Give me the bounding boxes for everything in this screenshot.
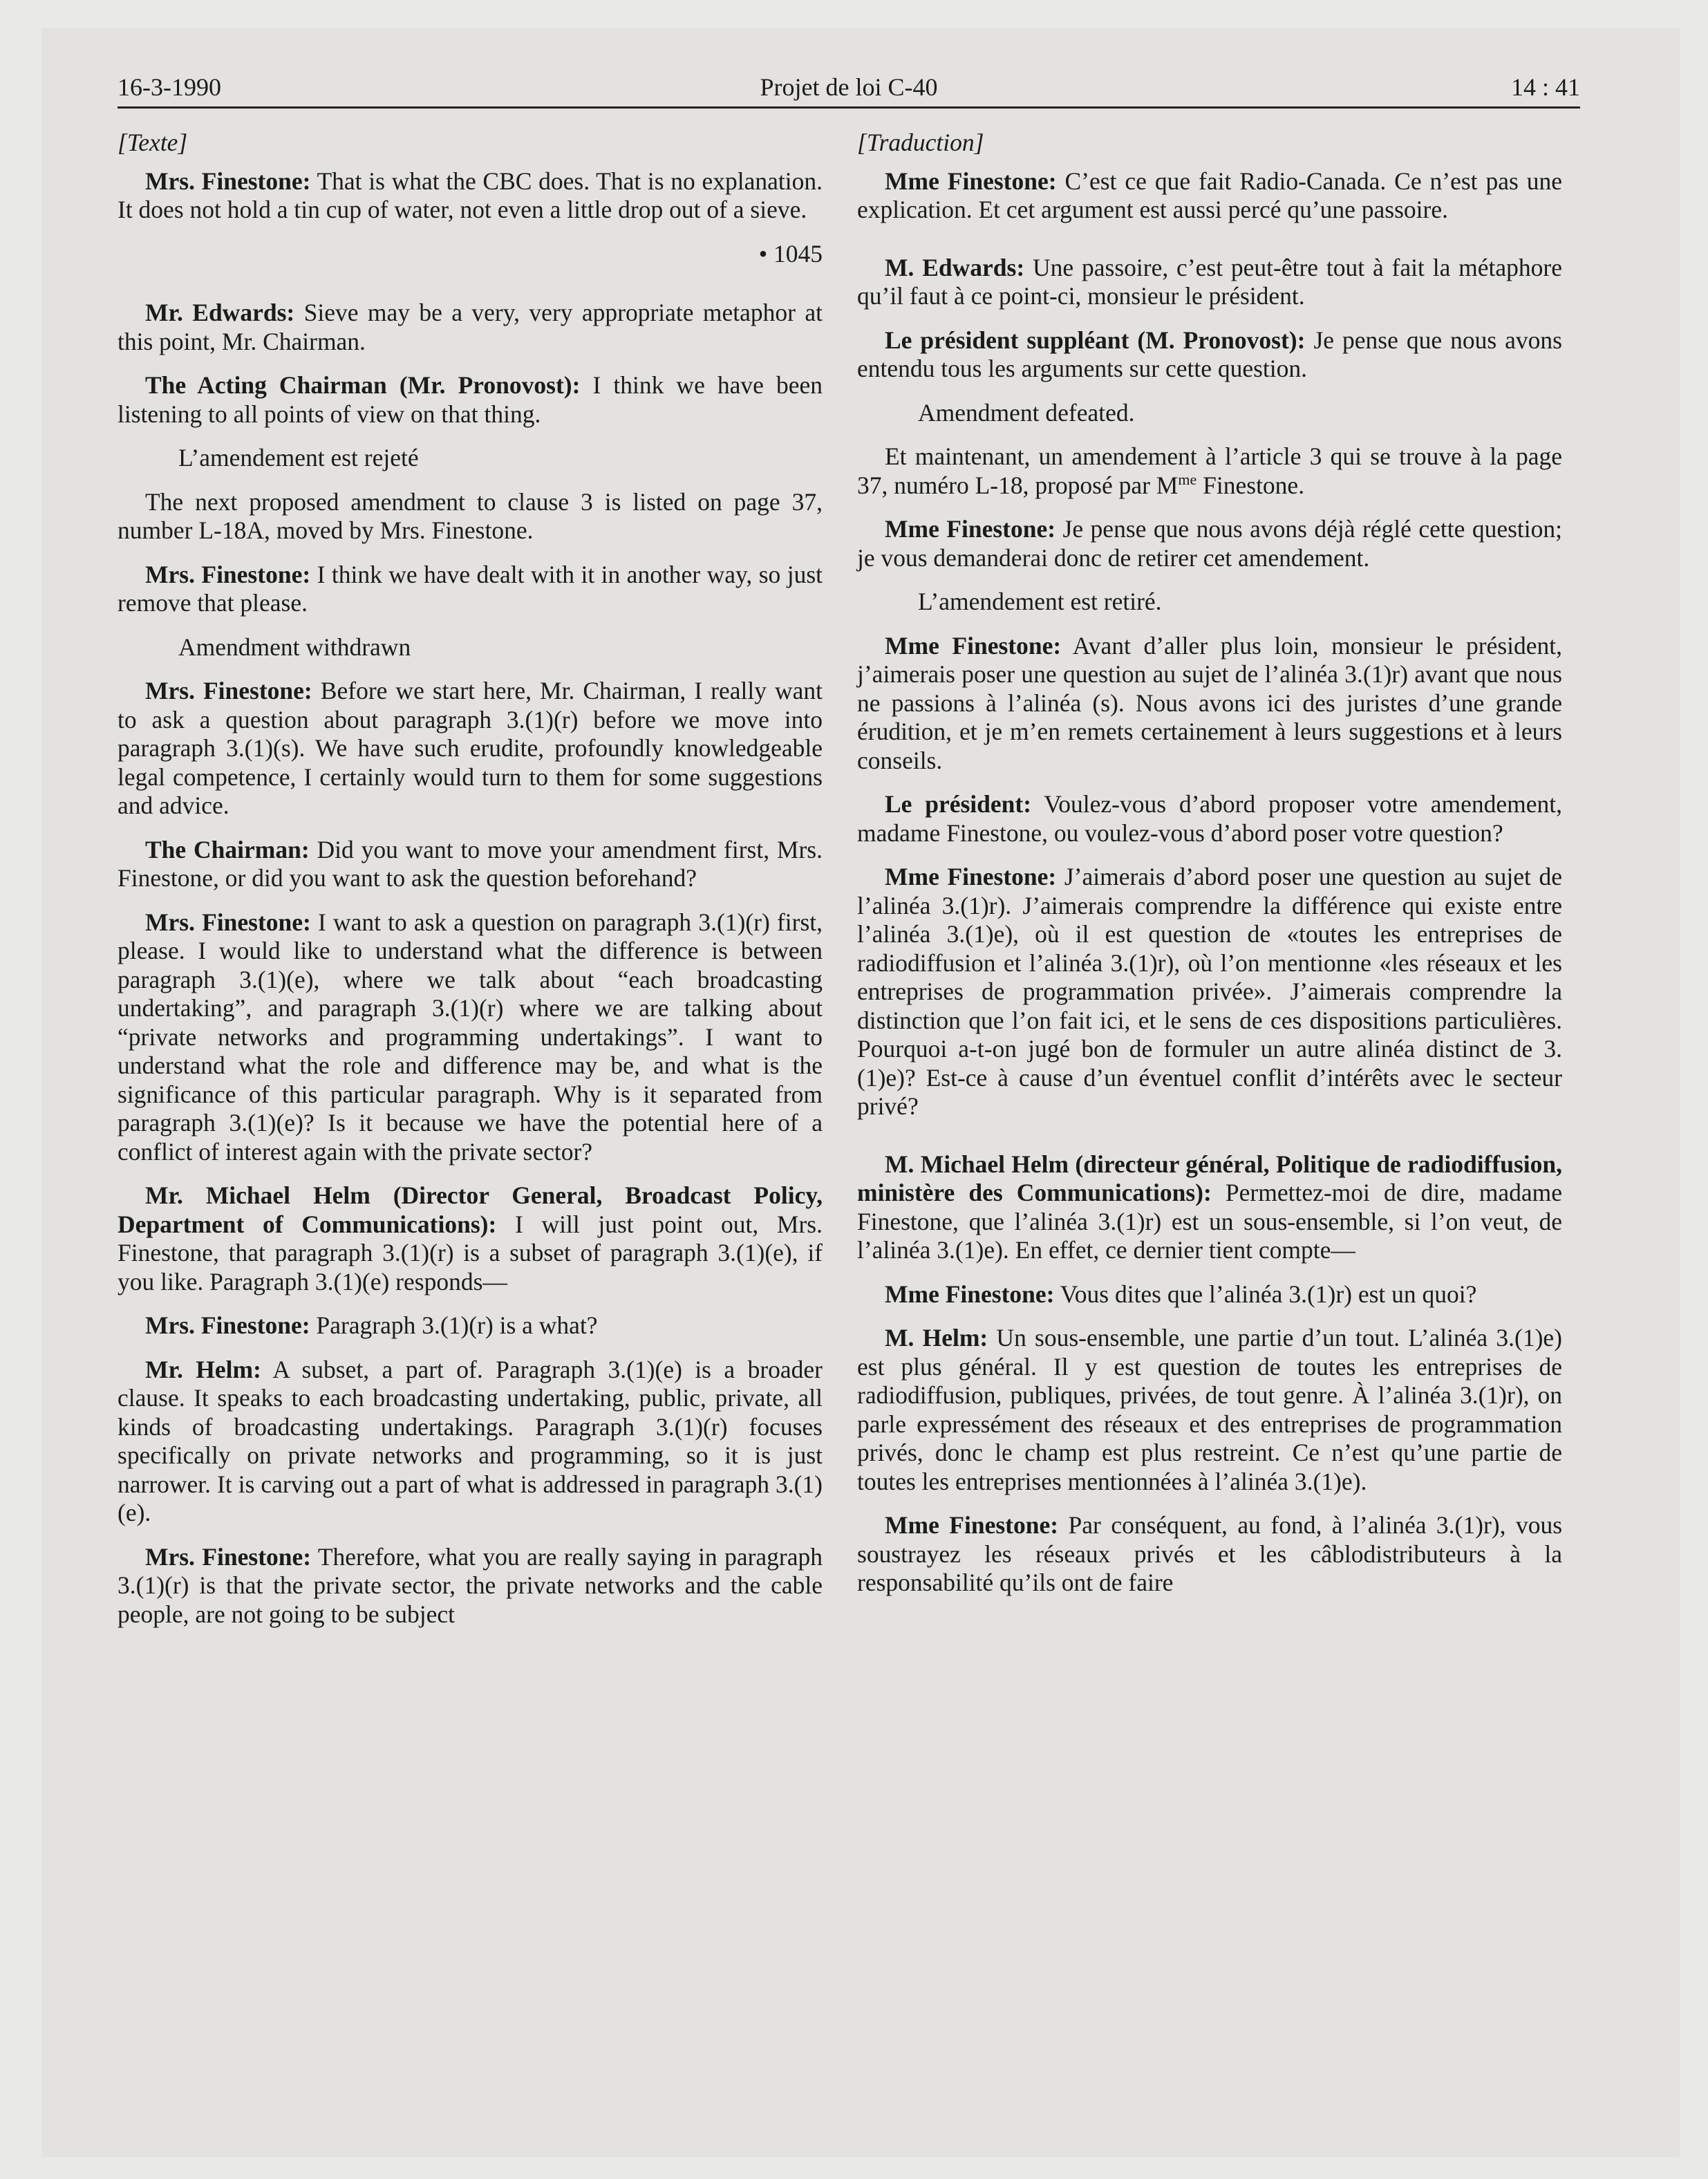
speech-paragraph bbox=[118, 1543, 823, 1629]
speech-paragraph bbox=[118, 561, 823, 618]
speech-text: Je pense que nous avons entendu tous les arguments sur cette question. bbox=[857, 326, 1562, 382]
speech-text: I want to ask a question on paragraph 3.(1)(r) first, please. I would like to understand what the difference is between paragraph 3.(1)(e), where we talk about “each broadcasting undertaking”, and paragraph 3.(1)(r) where we are talking about “private networks and programming undertakings”. I want to understand what the role and difference may be, and what is the significance of this particular paragraph. Why is it separated from paragraph 3.(1)(e)? Is it because we have the potential here of a conflict of interest again with the private sector? bbox=[118, 908, 823, 1166]
speaker-name: Mr. Edwards: bbox=[145, 299, 295, 326]
speech-paragraph bbox=[857, 515, 1562, 572]
speech-paragraph bbox=[118, 1311, 823, 1340]
speech-text: Par conséquent, au fond, à l’alinéa 3.(1)r), vous soustrayez les réseaux privés et les câblodistributeurs à la responsabilité qu’ils ont de faire bbox=[857, 1511, 1563, 1596]
time-marker: • 1045 bbox=[758, 239, 823, 268]
speaker-name: The Chairman: bbox=[145, 835, 310, 863]
speaker-name: Mme Finestone: bbox=[885, 863, 1057, 890]
speech-paragraph bbox=[857, 1280, 1562, 1309]
speaker-name: Mme Finestone: bbox=[885, 515, 1056, 543]
page-header bbox=[118, 68, 1580, 109]
header-title: Projet de loi C-40 bbox=[760, 73, 938, 101]
header-date: 16-3-1990 bbox=[118, 73, 221, 101]
speech-text: C’est ce que fait Radio-Canada. Ce n’est pas une explication. Et cet argument est aussi percé qu’une passoire. bbox=[857, 167, 1562, 223]
speaker-name: Mrs. Finestone: bbox=[145, 560, 311, 588]
speaker-name: Mrs. Finestone: bbox=[145, 908, 311, 936]
speech-paragraph bbox=[118, 908, 823, 1167]
speech-paragraph bbox=[857, 632, 1562, 776]
speaker-name: Le président suppléant (M. Pronovost): bbox=[885, 326, 1306, 354]
speech-text: A subset, a part of. Paragraph 3.(1)(e) is a broader clause. It speaks to each broadcasting undertaking, public, private, all kinds of broadcasting undertakings. Paragraph 3.(1)(r) focuses specifically on private networks and programming, so it is just narrower. It is carving out a part of what is addressed in paragraph 3.(1)(e). bbox=[118, 1355, 823, 1526]
speaker-name: Mr. Helm: bbox=[145, 1355, 261, 1383]
speech-text: Voulez-vous d’abord proposer votre amendement, madame Finestone, ou voulez-vous d’abord poser votre question? bbox=[857, 790, 1563, 847]
speech-text: Therefore, what you are really saying in paragraph 3.(1)(r) is that the private sector, the private networks and the cable people, are not going to be subject bbox=[118, 1542, 823, 1628]
speech-paragraph bbox=[857, 1511, 1562, 1598]
speech-text: Before we start here, Mr. Chairman, I really want to ask a question about paragraph 3.(1)(r) before we move into paragraph 3.(1)(s). We have such erudite, profoundly knowledgeable legal competence, I certainly would turn to them for some suggestions and advice. bbox=[118, 677, 823, 819]
speaker-name: Mme Finestone: bbox=[885, 631, 1062, 660]
speech-text: Sieve may be a very, very appropriate metaphor at this point, Mr. Chairman. bbox=[118, 299, 823, 355]
speech-text: I think we have been listening to all points of view on that thing. bbox=[118, 371, 823, 428]
speaker-name: M. Helm: bbox=[885, 1324, 988, 1352]
speech-text: Paragraph 3.(1)(r) is a what? bbox=[310, 1311, 598, 1339]
speech-text: Un sous-ensemble, une partie d’un tout. L’alinéa 3.(1)e) est plus général. Il y est question de toutes les entreprises de radiodiffusion, publiques, privées, de tout genre. À l’alinéa 3.(1)r), on parle expressément des réseaux et des entreprises de programmation privés, donc le champ est plus restreint. Ce n’est qu’une partie de toutes les entreprises mentionnées à l’alinéa 3.(1)e). bbox=[857, 1324, 1562, 1495]
speech-paragraph bbox=[857, 790, 1562, 848]
speech-text: Avant d’aller plus loin, monsieur le président, j’aimerais poser une question au sujet de l’alinéa 3.(1)r) avant que nous ne passions à l’alinéa (s). Nous avons ici des juristes d’une grande érudition, et je m’en remets certainement à leurs suggestions et à leurs conseils. bbox=[857, 631, 1562, 774]
speech-paragraph bbox=[857, 1150, 1562, 1265]
spacer bbox=[857, 1137, 1562, 1150]
motion-result: L’amendement est rejeté bbox=[178, 444, 419, 471]
speech-paragraph bbox=[118, 299, 823, 356]
speech-paragraph bbox=[118, 1356, 823, 1528]
speaker-name: Mrs. Finestone: bbox=[145, 677, 312, 704]
speaker-name: Mme Finestone: bbox=[885, 1511, 1059, 1539]
speaker-name: Mr. Michael Helm (Director General, Broadcast Policy, Department of Communications): bbox=[118, 1181, 823, 1238]
speech-text: Je pense que nous avons déjà réglé cette question; je vous demanderai donc de retirer cet amendement. bbox=[857, 515, 1562, 572]
spacer bbox=[857, 240, 1562, 254]
speech-text: Une passoire, c’est peut-être tout à fait la métaphore qu’il faut à ce point-ci, monsieur le président. bbox=[857, 253, 1562, 310]
header-page-number: 14 : 41 bbox=[1510, 73, 1580, 101]
column-tag: [Texte] bbox=[118, 129, 188, 156]
speech-text: Et maintenant, un amendement à l’article 3 qui se trouve à la page 37, numéro L-18, proposé par M bbox=[857, 442, 1562, 499]
speech-paragraph bbox=[118, 371, 823, 429]
speaker-name: M. Edwards: bbox=[885, 253, 1025, 281]
speaker-name: Mrs. Finestone: bbox=[145, 167, 311, 195]
speech-text: I will just point out, Mrs. Finestone, that paragraph 3.(1)(r) is a subset of paragraph 3.(1)(e), if you like. Paragraph 3.(1)(e) responds— bbox=[118, 1210, 823, 1296]
speech-text-tail: Finestone. bbox=[1196, 471, 1305, 499]
column-tag: [Traduction] bbox=[857, 129, 984, 156]
speech-text: That is what the CBC does. That is no explanation. It does not hold a tin cup of water, not even a little drop out of a sieve. bbox=[118, 167, 823, 223]
motion-result: L’amendement est retiré. bbox=[918, 588, 1162, 615]
speaker-name: M. Michael Helm (directeur général, Politique de radiodiffusion, ministère des Communications): bbox=[857, 1150, 1562, 1206]
english-column bbox=[118, 129, 823, 1644]
motion-result: Amendment withdrawn bbox=[178, 633, 411, 661]
speaker-name: The Acting Chairman (Mr. Pronovost): bbox=[145, 371, 581, 399]
speech-text: Did you want to move your amendment first, Mrs. Finestone, or did you want to ask the question beforehand? bbox=[118, 835, 823, 892]
speech-paragraph bbox=[118, 1181, 823, 1296]
speaker-name: Mme Finestone: bbox=[885, 167, 1057, 195]
speech-paragraph bbox=[857, 863, 1562, 1121]
french-column bbox=[857, 129, 1562, 1613]
speech-paragraph bbox=[118, 677, 823, 821]
speech-paragraph bbox=[857, 254, 1562, 311]
speech-paragraph bbox=[118, 836, 823, 893]
speech-paragraph bbox=[857, 326, 1562, 384]
text-paragraph bbox=[857, 442, 1562, 500]
speech-text: I think we have dealt with it in another way, so just remove that please. bbox=[118, 560, 823, 617]
speech-text: Vous dites que l’alinéa 3.(1)r) est un quoi? bbox=[1054, 1280, 1477, 1308]
speaker-name: Mme Finestone: bbox=[885, 1280, 1055, 1308]
speaker-name: Le président: bbox=[885, 790, 1032, 818]
text-paragraph bbox=[118, 488, 823, 545]
speaker-name: Mrs. Finestone: bbox=[145, 1542, 312, 1571]
speaker-name: Mrs. Finestone: bbox=[145, 1311, 310, 1339]
speech-text: J’aimerais d’abord poser une question au sujet de l’alinéa 3.(1)r). J’aimerais comprendre la différence qui existe entre l’alinéa 3.(1)e), où il est question de «toutes les entreprises de radiodiffusion et l’alinéa 3.(1)r), où l’on mentionne «les réseaux et les entreprises de programmation privée». J’aimerais comprendre la distinction que l’on fait ici, et le sens de ces dispositions particulières. Pourquoi a-t-on jugé bon de formuler un autre alinéa distinct de 3.(1)e)? Est-ce à cause d’un éventuel conflit d’intérêts avec le secteur privé? bbox=[857, 863, 1562, 1120]
speech-text: Permettez-moi de dire, madame Finestone, que l’alinéa 3.(1)r) est un sous-ensemble, si l’on veut, de l’alinéa 3.(1)e). En effet, ce dernier tient compte— bbox=[857, 1179, 1562, 1264]
speech-paragraph bbox=[857, 1324, 1562, 1496]
speech-paragraph bbox=[118, 167, 823, 225]
motion-result: Amendment defeated. bbox=[918, 398, 1135, 427]
superscript: me bbox=[1178, 470, 1197, 488]
speech-text: The next proposed amendment to clause 3 is listed on page 37, number L-18A, moved by Mrs. Finestone. bbox=[118, 487, 823, 544]
speech-paragraph bbox=[857, 167, 1562, 225]
